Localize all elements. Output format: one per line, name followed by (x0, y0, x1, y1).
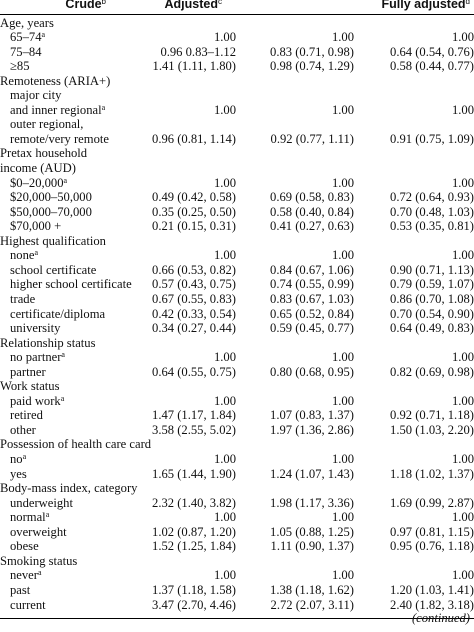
fully-adjusted-value: 0.86 (0.70, 1.08) (390, 291, 474, 306)
adjusted-value: 0.69 (0.58, 0.83) (270, 190, 354, 205)
row-label-text: $50,000–70,000 (10, 204, 92, 219)
crude-value: 0.35 (0.25, 0.50) (152, 204, 236, 219)
row-label (10, 31, 45, 44)
table-row (0, 497, 474, 510)
crude-value: 1.00 (213, 568, 236, 583)
fully-adjusted-value: 1.00 (451, 350, 474, 365)
row-label-text: school certificate (10, 262, 97, 277)
table-row (0, 206, 474, 219)
adjusted-value: 1.00 (331, 452, 354, 466)
fully-adjusted-value: 0.82 (0.69, 0.98) (390, 364, 474, 379)
table-row (0, 104, 474, 117)
adjusted-value: 1.00 (331, 510, 354, 525)
table-row (0, 337, 474, 350)
row-label (10, 322, 60, 335)
fully-adjusted-value: 0.79 (0.59, 1.07) (390, 277, 474, 292)
fully-adjusted-header (382, 0, 471, 11)
row-label (10, 206, 92, 219)
adjusted-value: 1.38 (1.18, 1.62) (270, 582, 354, 597)
row-label (10, 526, 67, 539)
fully-adjusted-value: 1.00 (451, 102, 474, 117)
table-row (0, 235, 474, 248)
adjusted-value: 1.05 (0.88, 1.25) (270, 524, 354, 539)
table-row (0, 31, 474, 44)
table-row (0, 249, 474, 262)
fully-adjusted-value: 1.00 (451, 248, 474, 263)
row-label (10, 395, 64, 408)
table-row (0, 89, 474, 102)
crude-label: Crude (65, 0, 102, 11)
fully-adjusted-value: 0.70 (0.54, 0.90) (390, 306, 474, 321)
row-label-text: no (10, 452, 23, 466)
row-label (10, 293, 35, 306)
fully-adjusted-label: Fully adjusted (381, 0, 466, 11)
row-label-text: Relationship status (0, 335, 96, 350)
row-label-text: obese (10, 539, 39, 554)
section-label (0, 147, 87, 160)
row-label (10, 118, 83, 131)
section-label (0, 17, 54, 30)
adjusted-value: 1.11 (0.90, 1.37) (270, 539, 354, 554)
table-row (0, 424, 474, 437)
fully-adjusted-value: 1.50 (1.03, 2.20) (390, 422, 474, 437)
table-row (0, 220, 474, 233)
row-label-text: normal (10, 510, 46, 525)
section-label (0, 162, 76, 175)
adjusted-value: 2.72 (2.07, 3.11) (270, 597, 354, 612)
adjusted-value: 1.98 (1.17, 3.36) (270, 495, 354, 510)
table-row (0, 584, 474, 597)
crude-value: 1.47 (1.17, 1.84) (152, 408, 236, 423)
table-row (0, 438, 474, 451)
adjusted-value: 0.98 (0.74, 1.29) (270, 59, 354, 74)
section-label (0, 75, 110, 88)
fully-adjusted-value: 1.00 (451, 510, 474, 525)
adjusted-value: 1.00 (331, 248, 354, 263)
fully-adjusted-value: 0.72 (0.64, 0.93) (390, 190, 474, 205)
adjusted-value: 0.74 (0.55, 0.99) (270, 277, 354, 292)
adjusted-value: 1.00 (331, 30, 354, 45)
reference-marker: a (22, 452, 27, 461)
table-row (0, 453, 474, 466)
table-row (0, 293, 474, 306)
crude-value: 1.65 (1.44, 1.90) (152, 466, 236, 481)
crude-value: 0.66 (0.53, 0.82) (152, 262, 236, 277)
crude-value: 3.58 (2.55, 5.02) (152, 422, 236, 437)
adjusted-header (165, 0, 222, 11)
adjusted-value: 1.24 (1.07, 1.43) (270, 466, 354, 481)
reference-marker: a (34, 248, 39, 258)
reference-marker: a (41, 30, 46, 40)
fully-adjusted-value: 1.20 (1.03, 1.41) (390, 582, 474, 597)
row-label-text: major city (10, 88, 62, 103)
fully-adjusted-value: 0.53 (0.35, 0.81) (390, 219, 474, 234)
bottom-rule (0, 618, 474, 619)
adjusted-value: 0.65 (0.52, 0.84) (270, 306, 354, 321)
table-row (0, 46, 474, 59)
row-label (10, 468, 27, 481)
row-label (10, 220, 61, 233)
crude-value: 0.96 (0.81, 1.14) (152, 131, 236, 146)
row-label-text: Highest qualification (0, 233, 106, 248)
fully-adjusted-value: 0.58 (0.44, 0.77) (390, 59, 474, 74)
row-label-text: Remoteness (ARIA+) (0, 73, 111, 88)
adjusted-value: 0.83 (0.67, 1.03) (270, 291, 354, 306)
crude-value: 0.49 (0.42, 0.58) (152, 190, 236, 205)
table-row (0, 177, 474, 190)
table-row (0, 555, 474, 568)
adjusted-value: 1.00 (331, 393, 354, 408)
adjusted-value: 0.92 (0.77, 1.11) (270, 131, 354, 146)
table-row (0, 395, 474, 408)
row-label-text: Possession of health care card (0, 437, 152, 452)
row-label (10, 584, 30, 597)
table-row (0, 133, 474, 146)
row-label-text: university (10, 321, 61, 336)
crude-value: 0.64 (0.55, 0.75) (152, 364, 236, 379)
crude-value: 1.00 (213, 510, 236, 525)
row-label (10, 453, 26, 466)
reference-marker: a (37, 568, 42, 578)
row-label-text: other (10, 422, 36, 437)
table-row (0, 60, 474, 73)
crude-value: 0.42 (0.33, 0.54) (152, 306, 236, 321)
row-label (10, 308, 105, 321)
table-header (0, 0, 474, 14)
row-label-text: paid work (10, 393, 61, 408)
fully-adjusted-footnote-marker: d (465, 0, 470, 6)
section-label (0, 555, 77, 568)
section-label (0, 380, 60, 393)
row-label-text: trade (10, 291, 36, 306)
row-label-text: 75–84 (10, 44, 42, 59)
row-label (10, 351, 65, 364)
table-row (0, 278, 474, 291)
fully-adjusted-value: 1.00 (451, 452, 474, 466)
row-label-text: no partner (10, 350, 62, 365)
continued-note: (continued) (411, 611, 470, 625)
row-label (10, 264, 96, 277)
crude-value: 0.57 (0.43, 0.75) (152, 277, 236, 292)
adjusted-value: 0.41 (0.27, 0.63) (270, 219, 354, 234)
reference-marker: a (45, 510, 50, 520)
header-rule (0, 14, 474, 15)
fully-adjusted-value: 1.00 (451, 30, 474, 45)
row-label-text: certificate/diploma (10, 306, 106, 321)
crude-value: 1.41 (1.11, 1.80) (152, 59, 236, 74)
row-label-text: never (10, 568, 38, 583)
table-row (0, 162, 474, 175)
adjusted-value: 1.00 (331, 350, 354, 365)
fully-adjusted-value: 0.95 (0.76, 1.18) (390, 539, 474, 554)
row-label-text: 65–74 (10, 30, 42, 45)
row-label (10, 278, 132, 291)
adjusted-value: 1.07 (0.83, 1.37) (270, 408, 354, 423)
row-label-text: $20,000–50,000 (10, 190, 92, 205)
crude-value: 3.47 (2.70, 4.46) (152, 597, 236, 612)
fully-adjusted-value: 0.97 (0.81, 1.15) (390, 524, 474, 539)
fully-adjusted-value: 1.18 (1.02, 1.37) (390, 466, 474, 481)
section-label (0, 482, 137, 495)
row-label (10, 60, 30, 73)
row-label-text: outer regional, (10, 117, 84, 132)
table-row (0, 526, 474, 539)
crude-value: 1.02 (0.87, 1.20) (152, 524, 236, 539)
table-row (0, 308, 474, 321)
fully-adjusted-value: 1.00 (451, 568, 474, 583)
row-label-text: Smoking status (0, 553, 78, 568)
section-label (0, 235, 106, 248)
row-label (10, 89, 61, 102)
crude-header (65, 0, 106, 11)
row-label (10, 569, 42, 582)
row-label-text: past (10, 582, 31, 597)
crude-value: 1.00 (213, 452, 236, 466)
row-label-text: partner (10, 364, 46, 379)
adjusted-value: 1.00 (331, 102, 354, 117)
row-label-text: Body-mass index, category (0, 481, 138, 496)
row-label-text: current (10, 597, 46, 612)
row-label-text: Work status (0, 379, 60, 394)
table-row (0, 351, 474, 364)
section-label (0, 337, 96, 350)
row-label (10, 104, 105, 117)
crude-value: 1.37 (1.18, 1.58) (152, 582, 236, 597)
adjusted-value: 0.59 (0.45, 0.77) (270, 321, 354, 336)
reference-marker: a (63, 175, 68, 185)
adjusted-value: 0.80 (0.68, 0.95) (270, 364, 354, 379)
table-row (0, 147, 474, 160)
row-label-text: ≥85 (10, 59, 30, 74)
fully-adjusted-value: 2.40 (1.82, 3.18) (390, 597, 474, 612)
table-row (0, 118, 474, 131)
crude-value: 1.00 (213, 248, 236, 263)
table-row (0, 366, 474, 379)
row-label-text: yes (10, 466, 27, 481)
reference-marker: a (60, 393, 65, 403)
row-label-text: income (AUD) (0, 161, 76, 175)
row-label (10, 133, 109, 146)
fully-adjusted-value: 0.64 (0.49, 0.83) (390, 321, 474, 336)
row-label-text: and inner regional (10, 102, 102, 117)
row-label-text: underweight (10, 495, 73, 510)
fully-adjusted-value: 0.64 (0.54, 0.76) (390, 44, 474, 59)
table-row (0, 468, 474, 481)
table-row (0, 569, 474, 582)
row-label (10, 424, 36, 437)
crude-value: 2.32 (1.40, 3.82) (152, 495, 236, 510)
adjusted-value: 1.00 (331, 175, 354, 190)
crude-footnote-marker: b (101, 0, 106, 6)
row-label-text: Age, years (0, 15, 54, 30)
crude-value: 0.34 (0.27, 0.44) (152, 321, 236, 336)
table-row (0, 322, 474, 335)
crude-value: 1.00 (213, 175, 236, 190)
crude-value: 1.00 (213, 350, 236, 365)
fully-adjusted-value: 0.91 (0.75, 1.09) (390, 131, 474, 146)
adjusted-value: 0.84 (0.67, 1.06) (270, 262, 354, 277)
row-label-text: none (10, 248, 35, 263)
fully-adjusted-value: 0.70 (0.48, 1.03) (390, 204, 474, 219)
row-label (10, 366, 46, 379)
table-row (0, 511, 474, 524)
fully-adjusted-value: 0.90 (0.71, 1.13) (390, 262, 474, 277)
row-label (10, 497, 73, 510)
row-label-text: retired (10, 408, 43, 423)
row-label (10, 177, 67, 190)
row-label-text: $70,000 + (10, 219, 62, 234)
fully-adjusted-value: 1.69 (0.99, 2.87) (390, 495, 474, 510)
crude-value: 1.00 (213, 393, 236, 408)
row-label (10, 409, 43, 422)
crude-value: 0.21 (0.15, 0.31) (152, 219, 236, 234)
fully-adjusted-value: 1.00 (451, 175, 474, 190)
table-row (0, 409, 474, 422)
crude-value: 1.00 (213, 30, 236, 45)
fully-adjusted-value: 1.00 (451, 393, 474, 408)
fully-adjusted-value: 0.92 (0.71, 1.18) (390, 408, 474, 423)
adjusted-value: 0.83 (0.71, 0.98) (270, 44, 354, 59)
table-row (0, 380, 474, 393)
table-row (0, 264, 474, 277)
adjusted-footnote-marker: c (218, 0, 222, 6)
reference-marker: a (101, 102, 106, 112)
crude-value: 1.52 (1.25, 1.84) (152, 539, 236, 554)
reference-marker: a (61, 350, 65, 360)
row-label (10, 599, 46, 612)
crude-value: 0.96 0.83–1.12 (160, 44, 236, 59)
row-label-text: Pretax household (0, 146, 88, 161)
row-label (10, 249, 38, 262)
adjusted-value: 1.97 (1.36, 2.86) (270, 422, 354, 437)
table-row (0, 599, 474, 612)
row-label-text: $0–20,000 (10, 175, 64, 190)
row-label-text: higher school certificate (10, 277, 132, 292)
crude-value: 0.67 (0.55, 0.83) (152, 291, 236, 306)
row-label-text: overweight (10, 524, 67, 539)
section-label (0, 438, 151, 451)
row-label (10, 511, 49, 524)
row-label (10, 46, 41, 59)
adjusted-label: Adjusted (164, 0, 218, 11)
adjusted-value: 0.58 (0.40, 0.84) (270, 204, 354, 219)
table-row (0, 191, 474, 204)
table-row (0, 17, 474, 30)
row-label (10, 191, 92, 204)
table-row (0, 482, 474, 495)
table-row (0, 540, 474, 553)
crude-value: 1.00 (213, 102, 236, 117)
adjusted-value: 1.00 (331, 568, 354, 583)
table-row (0, 75, 474, 88)
row-label (10, 540, 39, 553)
row-label-text: remote/very remote (10, 131, 109, 146)
